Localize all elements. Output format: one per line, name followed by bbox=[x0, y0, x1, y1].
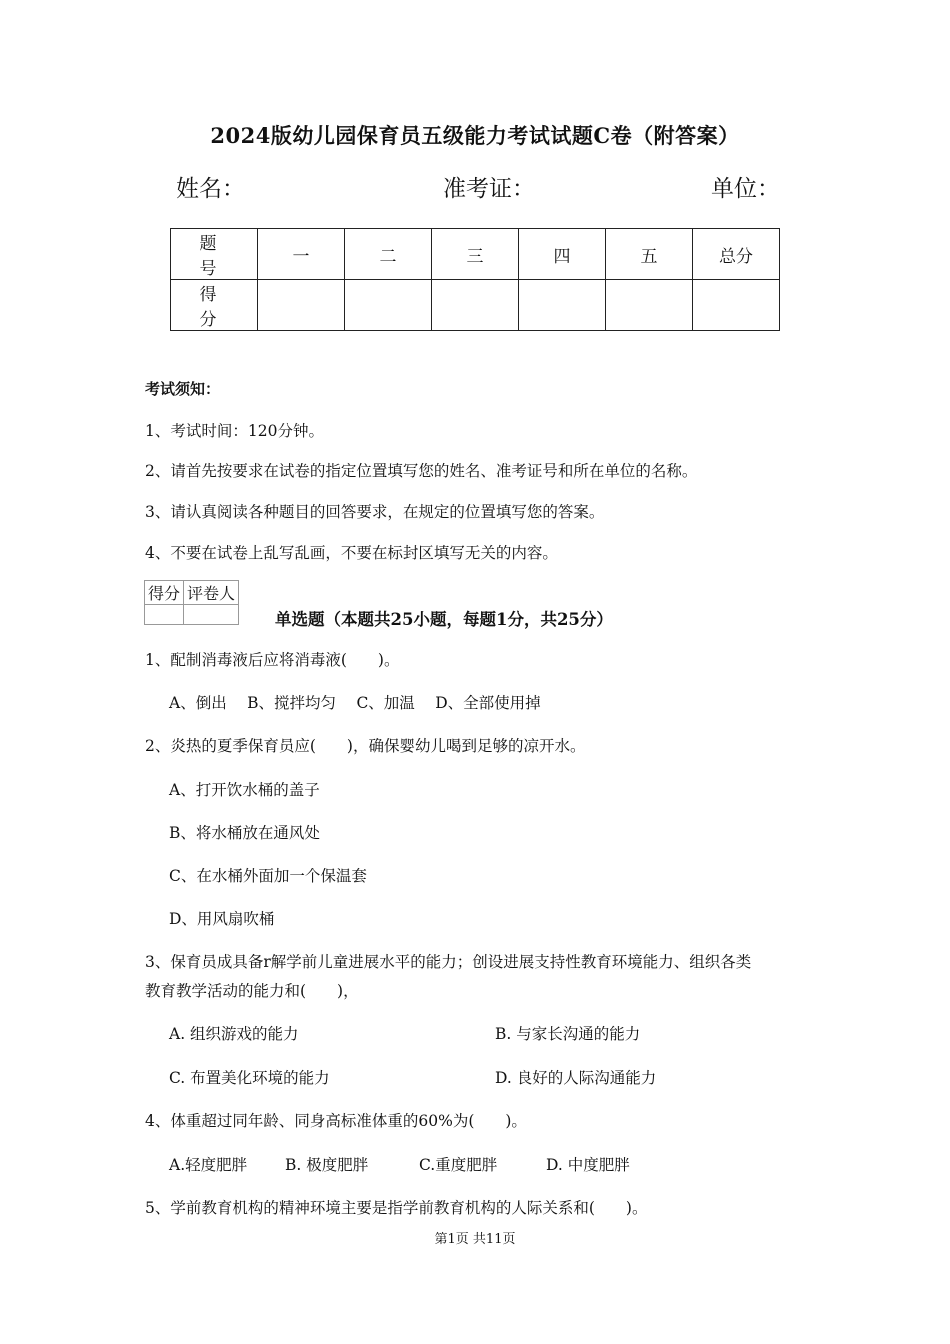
question-option: B、将水桶放在通风处 bbox=[169, 824, 320, 842]
question-option: C、在水桶外面加一个保温套 bbox=[169, 867, 367, 885]
question-option: B. 与家长沟通的能力 bbox=[495, 1025, 641, 1043]
grader-box bbox=[144, 580, 239, 625]
grader-reviewer-label: 评卷人 bbox=[184, 581, 239, 605]
score-row-label: 得 分 bbox=[171, 280, 258, 331]
score-table-header-row bbox=[171, 229, 780, 280]
score-header-3: 三 bbox=[432, 229, 519, 280]
grader-score-cell bbox=[145, 605, 184, 625]
question-option: D、用风扇吹桶 bbox=[169, 910, 275, 928]
score-header-1: 一 bbox=[258, 229, 345, 280]
score-cell-2 bbox=[345, 280, 432, 331]
grader-score-label: 得分 bbox=[145, 581, 184, 605]
question-stem: 5、学前教育机构的精神环境主要是指学前教育机构的人际关系和( )。 bbox=[145, 1199, 648, 1217]
question-option: A. 组织游戏的能力 bbox=[169, 1025, 299, 1043]
exam-id-field-label: 准考证： bbox=[443, 176, 535, 202]
notice-item: 2、请首先按要求在试卷的指定位置填写您的姓名、准考证号和所在单位的名称。 bbox=[145, 462, 698, 480]
page-title: 2024版幼儿园保育员五级能力考试试题C卷（附答案） bbox=[210, 123, 740, 148]
question-stem-continued: 教育教学活动的能力和( )， bbox=[145, 982, 359, 1000]
question-option: A、打开饮水桶的盖子 bbox=[169, 781, 320, 799]
score-cell-4 bbox=[519, 280, 606, 331]
notice-heading: 考试须知： bbox=[145, 380, 221, 398]
question-stem: 2、炎热的夏季保育员应( )，确保婴幼儿喝到足够的凉开水。 bbox=[145, 737, 586, 755]
question-option: C.重度肥胖 bbox=[419, 1156, 498, 1174]
score-header-2: 二 bbox=[345, 229, 432, 280]
question-option: A.轻度肥胖 bbox=[169, 1156, 248, 1174]
notice-item: 4、不要在试卷上乱写乱画，不要在标封区填写无关的内容。 bbox=[145, 544, 558, 562]
notice-item: 3、请认真阅读各种题目的回答要求，在规定的位置填写您的答案。 bbox=[145, 503, 605, 521]
question-stem: 1、配制消毒液后应将消毒液( )。 bbox=[145, 651, 400, 669]
unit-field-label: 单位： bbox=[711, 176, 780, 202]
question-option: B. 极度肥胖 bbox=[285, 1156, 369, 1174]
name-field-label: 姓名： bbox=[176, 176, 245, 202]
score-table bbox=[170, 228, 780, 331]
score-cell-total bbox=[693, 280, 780, 331]
score-table-score-row bbox=[171, 280, 780, 331]
score-header-label: 题 号 bbox=[171, 229, 258, 280]
question-option: C. 布置美化环境的能力 bbox=[169, 1069, 330, 1087]
notice-item: 1、考试时间：120分钟。 bbox=[145, 422, 324, 440]
page-footer: 第1页 共11页 bbox=[434, 1232, 516, 1247]
grader-reviewer-cell bbox=[184, 605, 239, 625]
score-cell-3 bbox=[432, 280, 519, 331]
score-header-4: 四 bbox=[519, 229, 606, 280]
score-cell-5 bbox=[606, 280, 693, 331]
section-title: 单选题（本题共25小题，每题1分，共25分） bbox=[275, 610, 613, 629]
question-stem: 4、体重超过同年龄、同身高标准体重的60%为( )。 bbox=[145, 1112, 527, 1130]
score-cell-1 bbox=[258, 280, 345, 331]
score-header-total: 总分 bbox=[693, 229, 780, 280]
question-option: D. 良好的人际沟通能力 bbox=[495, 1069, 657, 1087]
question-stem: 3、保育员成具备r解学前儿童进展水平的能力；创设进展支持性教育环境能力、组织各类 bbox=[145, 953, 752, 971]
score-header-5: 五 bbox=[606, 229, 693, 280]
question-options: A、倒出 B、搅拌均匀 C、加温 D、全部使用掉 bbox=[169, 694, 541, 712]
question-option: D. 中度肥胖 bbox=[546, 1156, 630, 1174]
